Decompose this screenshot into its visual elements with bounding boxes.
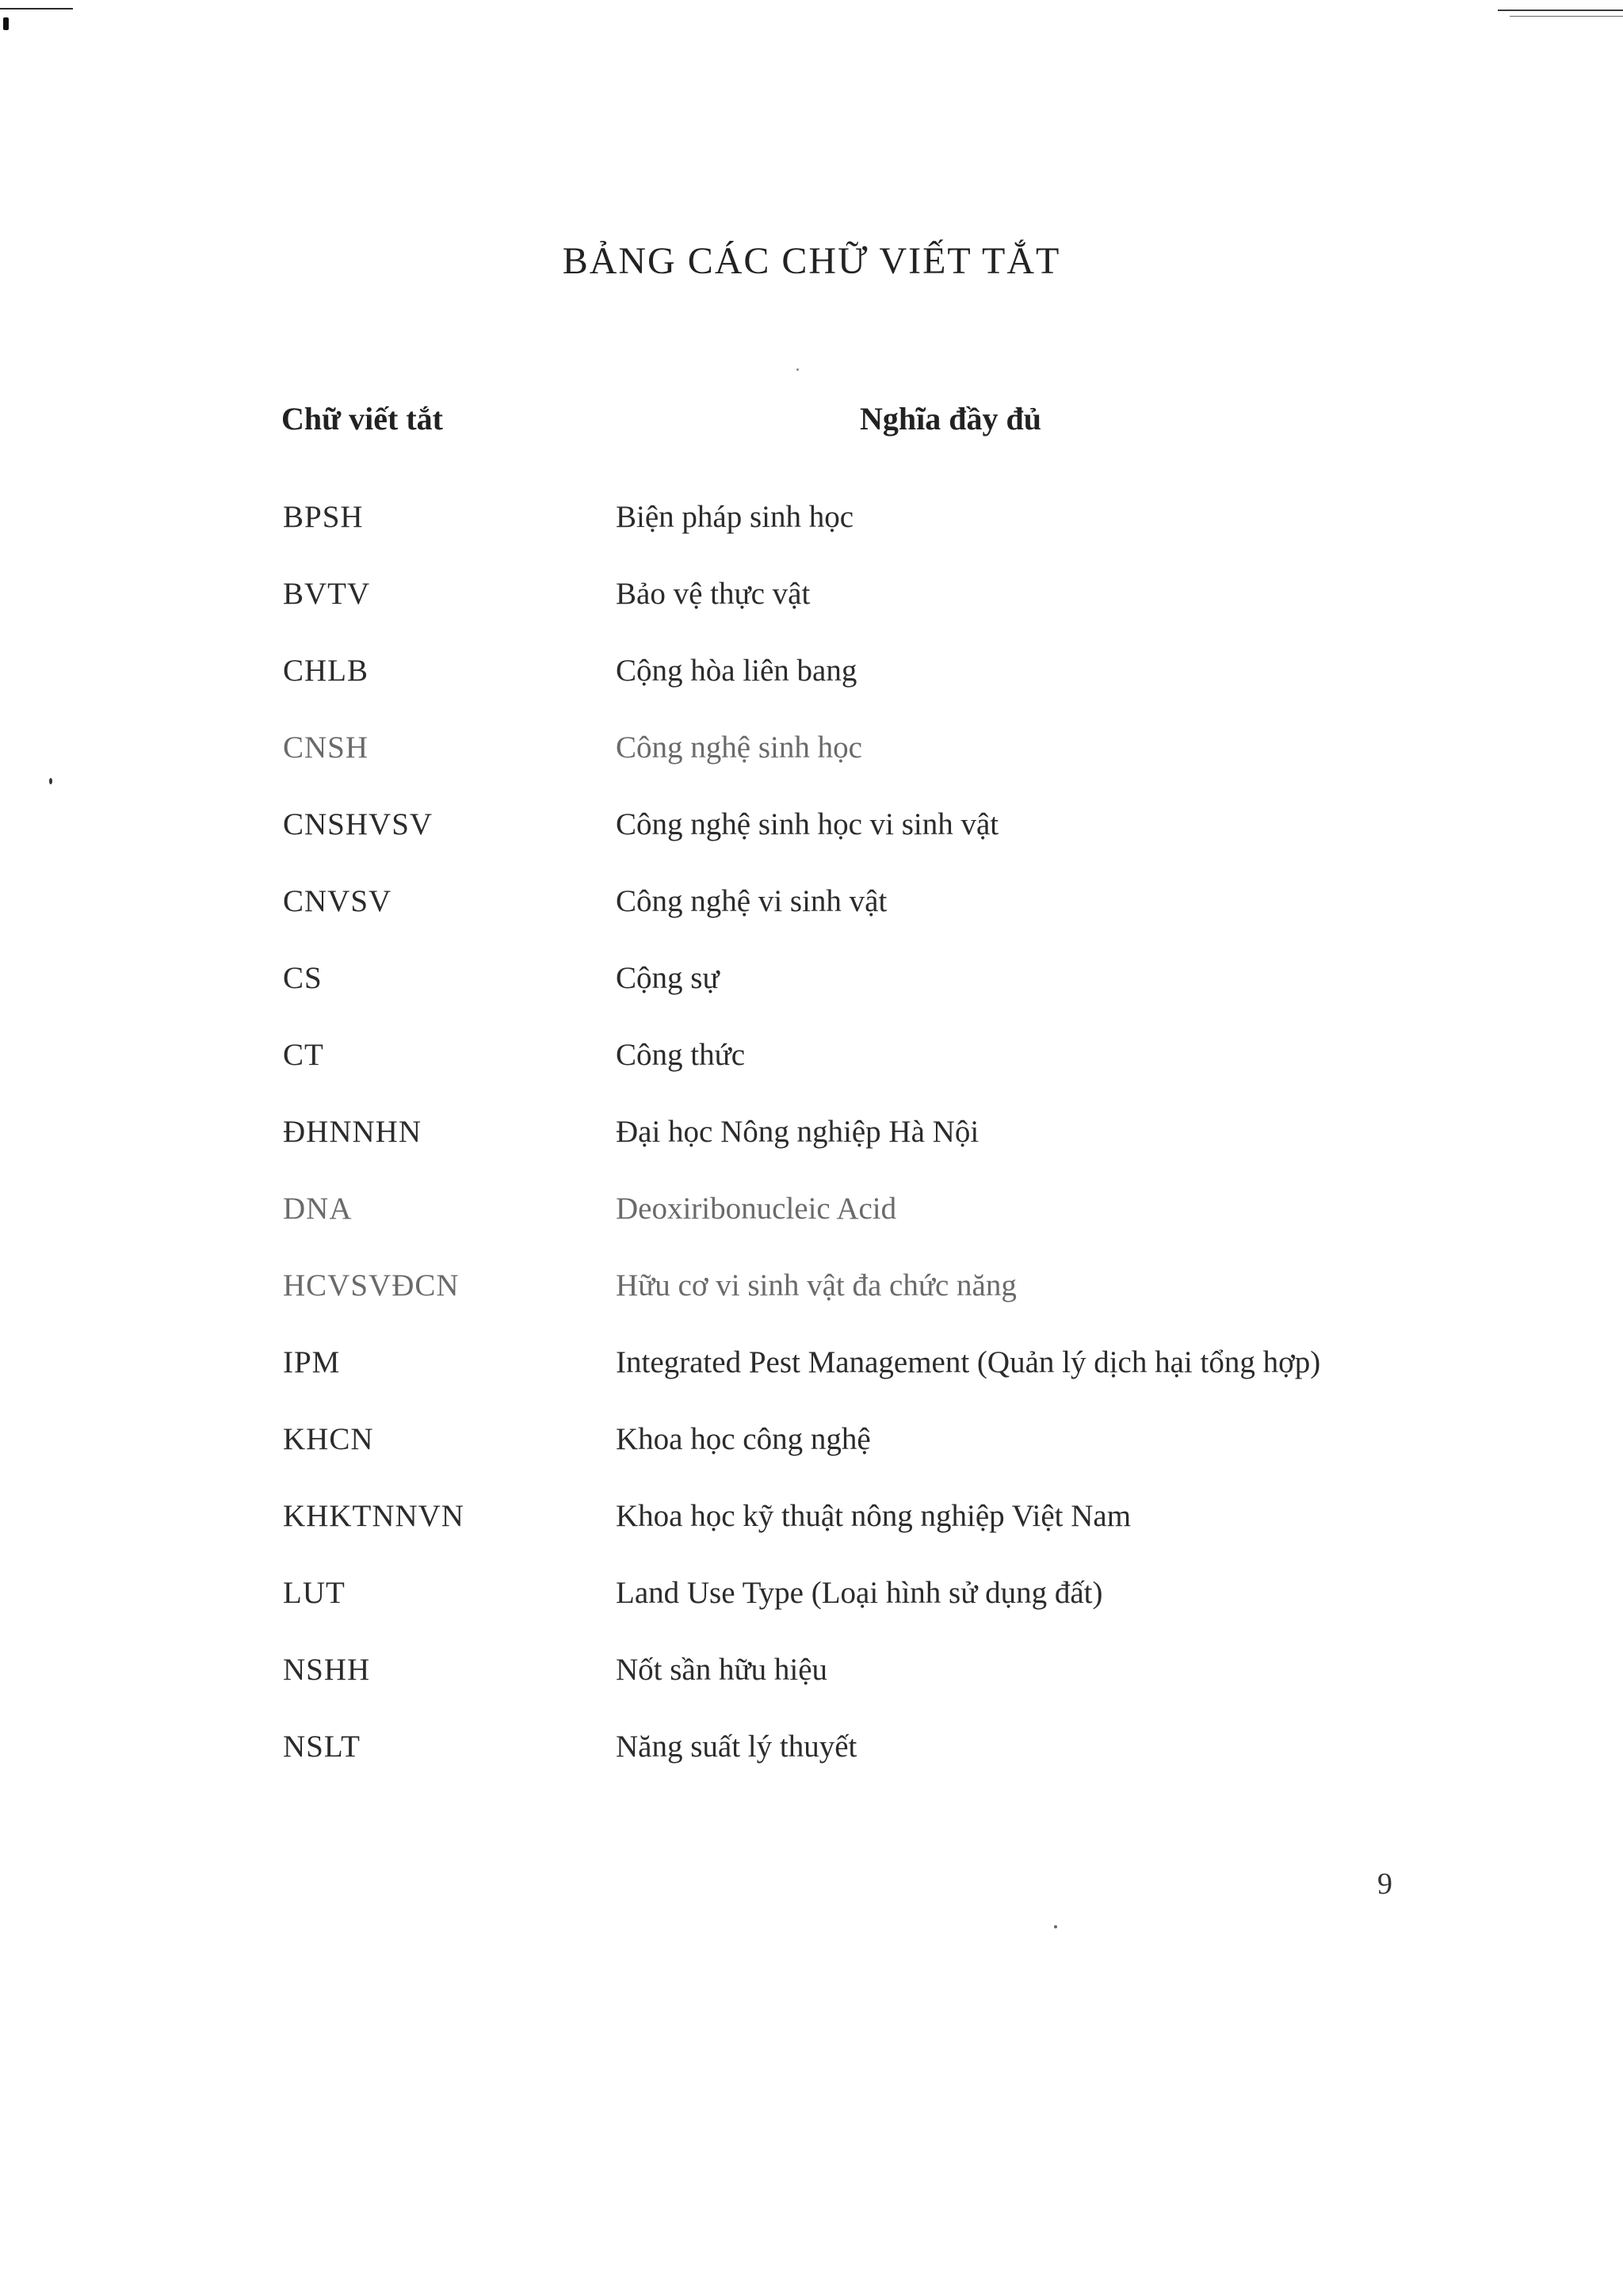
- abbreviation-row: [0, 1344, 1623, 1421]
- abbreviation: IPM: [283, 1345, 341, 1379]
- full-meaning: Bảo vệ thực vật: [616, 577, 811, 611]
- full-meaning: Cộng sự: [616, 961, 720, 995]
- full-meaning: Công nghệ sinh học vi sinh vật: [616, 807, 999, 841]
- full-meaning: Land Use Type (Loại hình sử dụng đất): [616, 1576, 1103, 1610]
- page-title: BẢNG CÁC CHỮ VIẾT TẮT: [562, 240, 1061, 283]
- abbreviation-row: [0, 1191, 1623, 1268]
- scan-edge-mark: [1498, 10, 1623, 11]
- scan-speck: [1054, 1925, 1057, 1928]
- full-meaning: Khoa học công nghệ: [616, 1422, 871, 1456]
- abbreviation-row: [0, 1037, 1623, 1114]
- abbreviation-row: [0, 807, 1623, 883]
- scan-edge-mark: [0, 8, 73, 10]
- full-meaning: Công nghệ sinh học: [616, 730, 862, 765]
- full-meaning: Biện pháp sinh học: [616, 500, 854, 534]
- scan-edge-mark: [1510, 16, 1623, 17]
- full-meaning: Đại học Nông nghiệp Hà Nội: [616, 1115, 980, 1149]
- abbreviation-row: [0, 730, 1623, 807]
- abbreviation: BVTV: [283, 577, 371, 611]
- full-meaning: Cộng hòa liên bang: [616, 654, 857, 688]
- full-meaning: Nốt sần hữu hiệu: [616, 1653, 828, 1687]
- abbreviation: CNVSV: [283, 884, 392, 918]
- abbreviation-row: [0, 1652, 1623, 1729]
- abbreviation: HCVSVĐCN: [283, 1268, 460, 1302]
- abbreviation: KHCN: [283, 1422, 374, 1456]
- abbreviation-row: [0, 1114, 1623, 1191]
- full-meaning: Integrated Pest Management (Quản lý dịch hại tổng hợp): [616, 1345, 1321, 1379]
- full-meaning: Deoxiribonucleic Acid: [616, 1192, 897, 1226]
- abbreviation-row: [0, 576, 1623, 653]
- abbreviation: BPSH: [283, 500, 364, 534]
- abbreviation-list: [0, 499, 1623, 1806]
- full-meaning: Khoa học kỹ thuật nông nghiệp Việt Nam: [616, 1499, 1132, 1533]
- abbreviation-row: [0, 1268, 1623, 1344]
- abbreviation: LUT: [283, 1576, 346, 1610]
- column-header-meaning: Nghĩa đầy đủ: [860, 401, 1041, 437]
- scan-speck: [796, 368, 799, 371]
- page-number: 9: [1377, 1867, 1392, 1901]
- column-header-abbreviation: Chữ viết tắt: [281, 401, 443, 437]
- full-meaning: Công nghệ vi sinh vật: [616, 884, 888, 918]
- full-meaning: Năng suất lý thuyết: [616, 1730, 857, 1764]
- abbreviation: CS: [283, 961, 323, 995]
- abbreviation: DNA: [283, 1192, 353, 1226]
- abbreviation-row: [0, 1421, 1623, 1498]
- scan-dot: [3, 17, 9, 30]
- abbreviation-row: [0, 883, 1623, 960]
- abbreviation: ĐHNNHN: [283, 1115, 422, 1149]
- abbreviation-row: [0, 1729, 1623, 1806]
- abbreviation-row: [0, 1498, 1623, 1575]
- abbreviation: CNSHVSV: [283, 807, 433, 841]
- full-meaning: Công thức: [616, 1038, 746, 1072]
- abbreviation: NSLT: [283, 1730, 361, 1764]
- abbreviation-row: [0, 499, 1623, 576]
- abbreviation: CNSH: [283, 730, 369, 765]
- abbreviation: CHLB: [283, 654, 369, 688]
- abbreviation-row: [0, 960, 1623, 1037]
- abbreviation: KHKTNNVN: [283, 1499, 464, 1533]
- full-meaning: Hữu cơ vi sinh vật đa chức năng: [616, 1268, 1017, 1302]
- abbreviation-row: [0, 653, 1623, 730]
- abbreviation: NSHH: [283, 1653, 371, 1687]
- abbreviation-row: [0, 1575, 1623, 1652]
- abbreviation: CT: [283, 1038, 324, 1072]
